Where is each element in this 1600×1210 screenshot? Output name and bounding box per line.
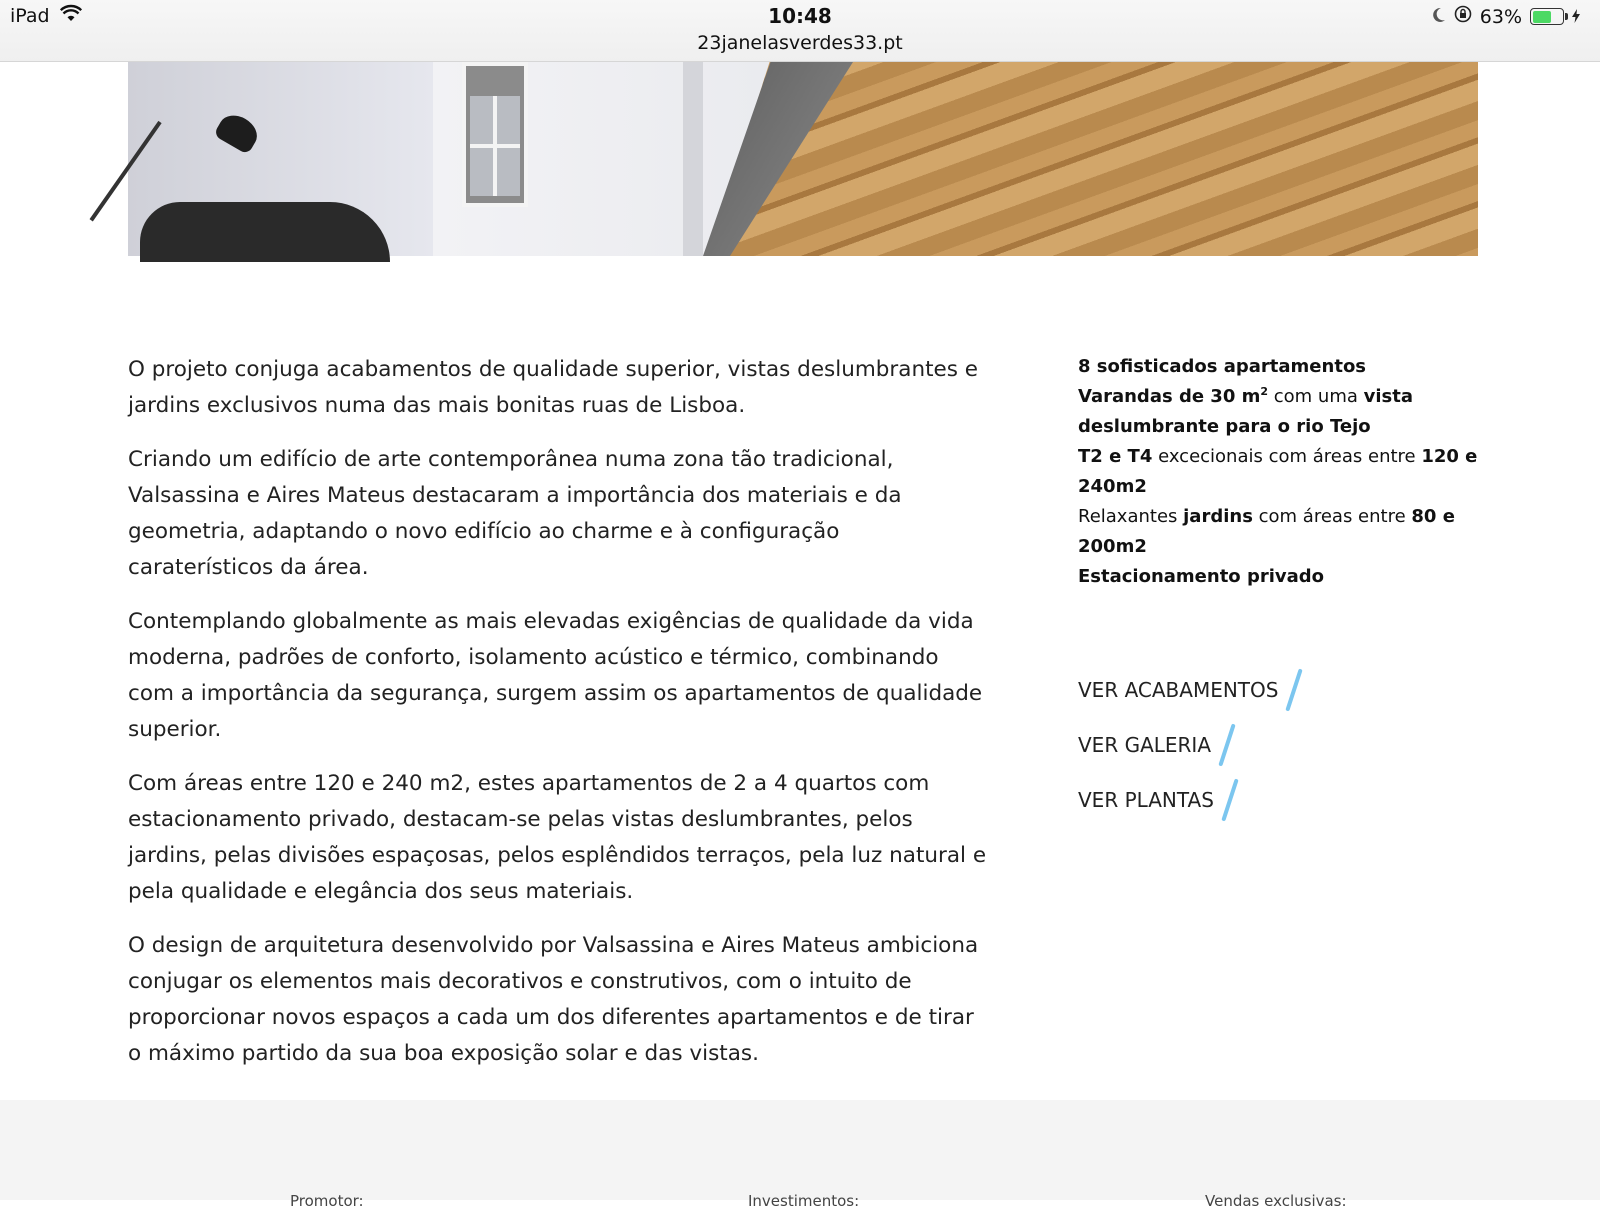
hero-chair	[140, 202, 390, 262]
link-ver-acabamentos-label: VER ACABAMENTOS	[1078, 677, 1279, 702]
feature-balconies-text: com uma	[1268, 386, 1364, 407]
feature-gardens-text: com áreas entre	[1252, 506, 1412, 527]
link-ver-plantas-label: VER PLANTAS	[1078, 787, 1214, 812]
action-links	[1078, 662, 1296, 827]
slash-accent-icon	[1221, 778, 1238, 821]
feature-balconies-size: Varandas de 30 m	[1078, 386, 1261, 407]
paragraph-art: Criando um edifício de arte contemporânea numa zona tão tradicional, Valsassina e Aires Mateus destacaram a importância dos materiais e da geometria, adaptando o novo edifício ao charme e à configuração caraterísticos da área.	[128, 447, 902, 580]
footer-promotor: Promotor:	[290, 1192, 364, 1210]
feature-gardens	[1078, 502, 1478, 562]
battery-level	[1533, 11, 1551, 23]
feature-balconies-sup: 2	[1260, 385, 1269, 398]
feature-gardens-areas: 80 e 200m2	[1078, 506, 1455, 557]
charging-icon	[1572, 6, 1580, 28]
url-bar[interactable]: 23janelasverdes33.pt	[697, 32, 903, 54]
footer-investimentos: Investimentos:	[748, 1192, 860, 1210]
feature-gardens-prefix: Relaxantes	[1078, 506, 1184, 527]
feature-parking	[1078, 562, 1478, 592]
feature-balconies	[1078, 382, 1478, 442]
status-right	[1432, 5, 1580, 28]
feature-typologies-text: excecionais com áreas entre	[1152, 446, 1422, 467]
feature-typologies-types: T2 e T4	[1078, 446, 1153, 467]
browser-status-bar	[0, 0, 1600, 62]
feature-gardens-word: jardins	[1183, 506, 1253, 527]
paragraph-design: O design de arquitetura desenvolvido por Valsassina e Aires Mateus ambiciona conjugar os elementos mais decorativos e construtivos, com o intuito de proporcionar novos espaços a cada um dos diferentes apartamentos e de tirar o máximo partido da sua boa exposição solar e das vistas.	[128, 933, 979, 1066]
hero-window	[462, 62, 528, 207]
link-ver-galeria[interactable]	[1078, 717, 1296, 772]
features-list	[1078, 352, 1478, 592]
paragraph-quality: Contemplando globalmente as mais elevadas exigências de qualidade da vida moderna, padrões de conforto, isolamento acústico e térmico, combinando com a importância da segurança, surgem assim os apartamentos de qualidade superior.	[128, 609, 983, 742]
paragraph-intro: O projeto conjuga acabamentos de qualidade superior, vistas deslumbrantes e jardins exclusivos numa das mais bonitas ruas de Lisboa.	[128, 357, 978, 418]
link-ver-galeria-label: VER GALERIA	[1078, 732, 1212, 757]
battery-percent: 63%	[1479, 5, 1522, 28]
link-ver-plantas[interactable]	[1078, 772, 1296, 827]
slash-accent-icon	[1218, 723, 1235, 766]
feature-parking-text: Estacionamento privado	[1078, 566, 1325, 587]
rotation-lock-icon	[1454, 5, 1472, 28]
feature-apartments-text: 8 sofisticados apartamentos	[1078, 356, 1367, 377]
hero-image	[128, 62, 1472, 256]
feature-typologies	[1078, 442, 1478, 502]
feature-balconies-view: vista deslumbrante para o rio Tejo	[1078, 386, 1413, 437]
feature-typologies-areas: 120 e 240m2	[1078, 446, 1478, 497]
paragraph-areas: Com áreas entre 120 e 240 m2, estes apartamentos de 2 a 4 quartos com estacionamento privado, destacam-se pelas vistas deslumbrantes, pelos jardins, pelas divisões espaçosas, pelos esplêndidos terraços, pela luz natural e pela qualidade e elegância dos seus materiais.	[128, 771, 987, 904]
battery-icon	[1530, 8, 1564, 25]
link-ver-acabamentos[interactable]	[1078, 662, 1296, 717]
footer-vendas: Vendas exclusivas:	[1205, 1192, 1347, 1210]
slash-accent-icon	[1286, 668, 1303, 711]
hero-column	[683, 62, 703, 256]
project-description	[128, 352, 988, 1090]
moon-icon	[1432, 6, 1446, 28]
device-name: iPad	[10, 5, 50, 27]
feature-apartments	[1078, 352, 1478, 382]
clock: 10:48	[768, 4, 832, 28]
page-footer	[0, 1100, 1600, 1210]
